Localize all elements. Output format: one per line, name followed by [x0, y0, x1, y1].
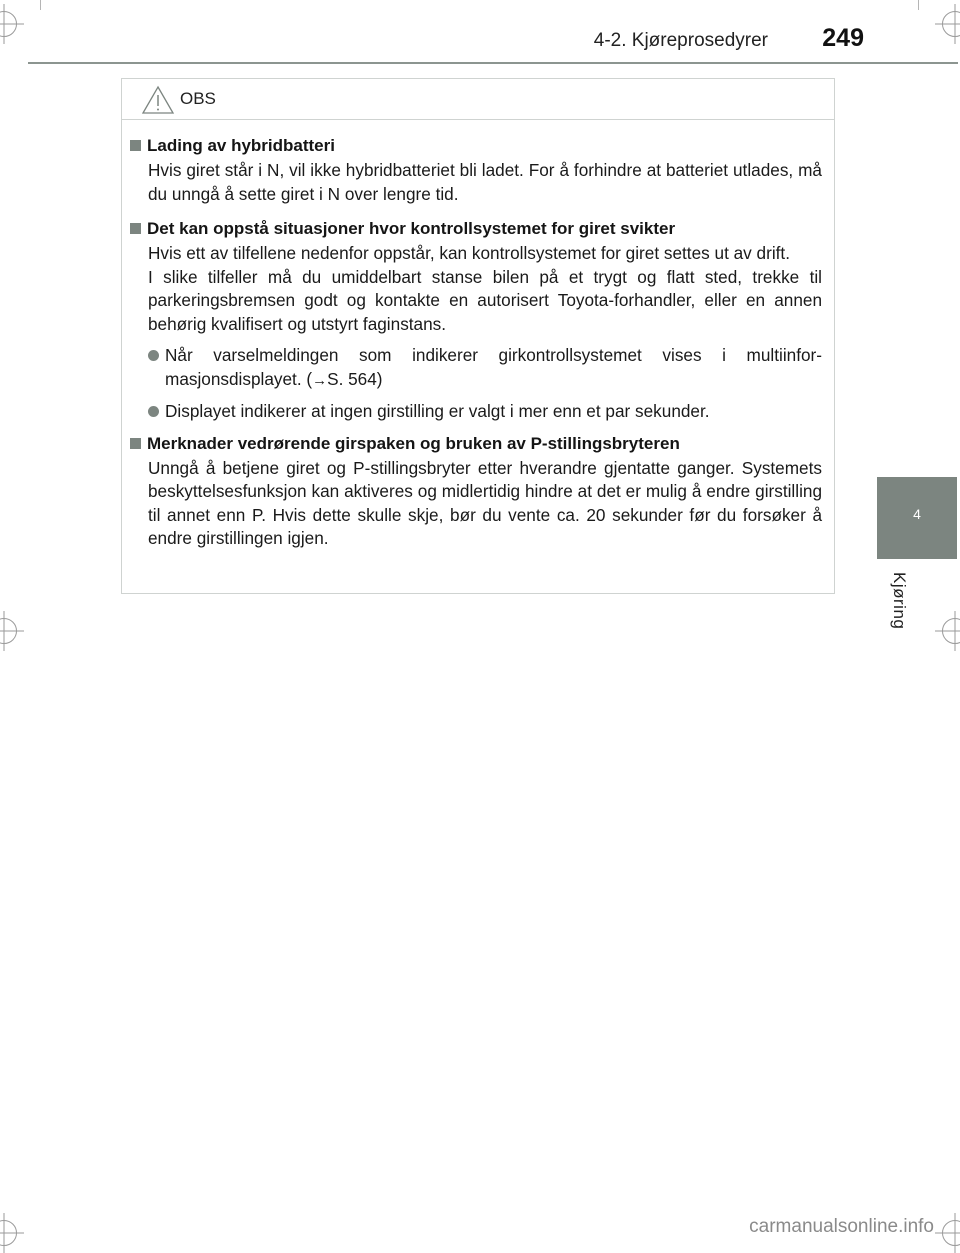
square-bullet-icon — [130, 223, 141, 234]
reference-arrow-icon: → — [312, 371, 328, 389]
section-heading-text: Det kan oppstå situasjoner hvor kontrollsystemet for giret svikter — [147, 219, 676, 238]
crop-mark-mid-right — [942, 618, 960, 644]
watermark: carmanualsonline.info — [749, 1216, 934, 1237]
square-bullet-icon — [130, 438, 141, 449]
circle-bullet-icon — [148, 406, 159, 417]
header-rule — [28, 62, 958, 64]
paragraph: Unngå å betjene giret og P-stillingsbryter etter hverandre gjentatte ganger. Systemets beskyttelsesfunksjon kan aktiveres og midlertidig hindre at det er mulig å endre girstilling til annet enn P. Hvis dette skulle skje, bør du vente ca. 20 sekunder før du forsøker å endre girstillingen igjen. — [148, 457, 822, 548]
chapter-tab — [877, 477, 957, 559]
list-item — [148, 344, 822, 392]
obs-notice-box — [121, 78, 835, 594]
obs-content — [122, 120, 834, 551]
paragraph: I slike tilfeller må du umiddelbart stanse bilen på et trygt og flatt sted, trekke til parkeringsbremsen godt og kontakte en autorisert Toyota-forhandler, eller en annen behørig kvalifisert og utstyrt faginstans. — [148, 266, 822, 334]
warning-triangle-icon — [141, 85, 175, 115]
crop-mark-bottom-left — [0, 1220, 17, 1246]
list-item-text: Displayet indikerer at ingen girstilling er valgt i mer enn et par sekunder. — [165, 401, 710, 421]
list-item — [148, 400, 822, 424]
obs-header — [122, 79, 834, 120]
paragraph: Hvis giret står i N, vil ikke hybridbatteriet bli ladet. For å forhindre at batteriet utlades, må du unngå å sette giret i N over lengre tid. — [148, 160, 822, 204]
obs-title: OBS — [180, 89, 216, 108]
page-header — [0, 22, 960, 62]
page-reference: S. 564) — [327, 368, 383, 389]
trim-line-top — [40, 0, 41, 10]
chapter-number: 4 — [913, 506, 921, 522]
section-heading-text: Merknader vedrørende girspaken og bruken av P-stillingsbryteren — [147, 433, 680, 453]
section-heading-text: Lading av hybridbatteri — [147, 136, 335, 155]
section-heading — [130, 134, 822, 157]
crop-mark-mid-left — [0, 618, 17, 644]
circle-bullet-icon — [148, 350, 159, 361]
chapter-label: Kjøring — [890, 572, 909, 630]
header-section-title: 4-2. Kjøreprosedyrer — [593, 30, 768, 51]
paragraph: Hvis ett av tilfellene nedenfor oppstår, kan kontrollsystemet for giret settes ut av drift. — [148, 243, 790, 263]
square-bullet-icon — [130, 140, 141, 151]
page-number: 249 — [822, 24, 864, 52]
list-item-text: Når varselmeldingen som indikerer girkontrollsystemet vises i multiinfor-masjonsdisplayet. (→S. 564) — [165, 345, 822, 389]
section-heading — [130, 432, 822, 455]
section-heading — [130, 217, 822, 240]
trim-line-top-right — [918, 0, 919, 10]
crop-mark-bottom-right — [942, 1220, 960, 1246]
